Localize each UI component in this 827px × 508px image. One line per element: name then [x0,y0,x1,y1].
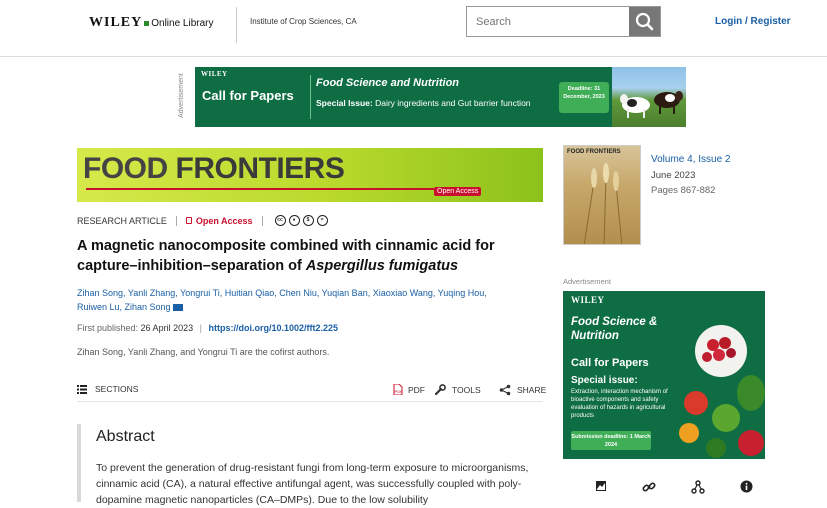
search-input[interactable] [467,7,630,36]
ad-wiley-text: WILEY [201,70,228,78]
ad-call-for-papers: Call for Papers [202,88,294,103]
issue-date: June 2023 [651,170,696,181]
svg-text:PDF: PDF [394,389,403,394]
ad-deadline-badge: Deadline: 31 December, 2023 [559,82,609,113]
abstract-heading: Abstract [96,428,155,445]
meta-separator [262,216,263,226]
wrench-icon [434,384,446,396]
cc-icon[interactable]: cc [275,215,286,226]
open-access-badge: Open Access [434,187,481,196]
cc-nd-icon[interactable]: = [317,215,328,226]
pdf-label: PDF [408,384,425,395]
cc-by-icon[interactable]: ● [289,215,300,226]
share-icon [499,384,511,396]
published-label: First published: [77,323,139,333]
open-lock-icon [186,217,192,224]
info-icon[interactable] [740,480,753,496]
side-ad-description: Extraction, interaction mechanism of bioactive components and safety evaluation of hazards in agricultural products [571,389,668,419]
share-label: SHARE [517,385,547,395]
search-icon [629,7,660,36]
login-register-link[interactable]: Login / Register [715,16,791,27]
list-icon [77,385,87,394]
author-list[interactable] [77,286,547,314]
published-date: 26 April 2023 [140,323,194,333]
tools-button[interactable] [434,384,481,396]
search-button[interactable] [629,7,660,36]
journal-banner[interactable] [77,148,543,202]
doi-link[interactable]: https://doi.org/10.1002/fft2.225 [208,323,339,333]
side-ad-journal: Food Science & Nutrition [571,316,658,342]
pdf-icon [393,384,403,395]
search-box [466,6,661,37]
logo-square-icon [144,21,149,26]
journal-title: FOOD FRONTIERS [83,152,345,185]
article-toolbar [77,378,547,402]
open-access-label: Open Access [195,215,253,226]
ad-divider [310,75,311,119]
network-icon[interactable] [691,480,705,497]
issue-volume-link[interactable]: Volume 4, Issue 2 [651,154,731,165]
abstract-text: To prevent the generation of drug-resistant fungi from long-term exposure to microorganisms, cinnamic acid (CA), a natural effective antifungal agent, was successfully coupled with poly-dopamine magnetic nanoparticles (CA–DMPs). Due to the low solubility [96,462,529,506]
cover-title: FOOD FRONTIERS [567,149,621,155]
top-ad-banner[interactable] [195,67,686,127]
side-ad-banner[interactable] [563,291,765,459]
authors-line-2[interactable]: Ruiwen Lu, Zihan Song [77,300,547,314]
figure-icon[interactable] [595,480,607,495]
ad-cows-image [612,67,686,127]
email-icon[interactable] [173,304,183,311]
vegetables-image [671,323,765,459]
article-meta-row [77,215,328,226]
logo-online-text: Online Library [151,18,214,29]
abstract-section [77,424,543,506]
tools-label: TOOLS [452,385,481,395]
side-advertisement-label: Advertisement [563,277,611,286]
side-ad-deadline: Submission deadline: 1 March 2024 [571,431,651,450]
share-button[interactable] [499,384,546,396]
published-info: First published: 26 April 2023 | https://doi.org/10.1002/fft2.225 [77,323,339,333]
banner-red-line [86,188,436,190]
issue-pages: Pages 867-882 [651,185,716,196]
link-icon[interactable] [642,480,656,497]
sections-label: SECTIONS [95,384,139,394]
sections-button[interactable] [77,384,138,394]
advertisement-label: Advertisement [177,73,185,118]
issue-cover-image[interactable] [563,145,641,245]
side-ad-wiley: WILEY [571,295,605,305]
ad-journal-name: Food Science and Nutrition [316,77,460,89]
article-type: RESEARCH ARTICLE [77,215,167,226]
cc-nc-icon[interactable]: $ [303,215,314,226]
article-title: A magnetic nanocomposite combined with cinnamic acid for capture–inhibition–separation of Aspergillus fumigatus [77,238,495,274]
side-ad-special: Special issue: [571,375,638,386]
pdf-button[interactable] [393,384,425,395]
cofirst-note: Zihan Song, Yanli Zhang, and Yongrui Ti are the cofirst authors. [77,347,330,357]
logo-wiley-text: WILEY [89,15,143,30]
authors-line-1[interactable]: Zihan Song, Yanli Zhang, Yongrui Ti, Huitian Qiao, Chen Niu, Yuqian Ban, Xiaoxiao Wang, Yuqing Hou, [77,288,487,298]
ad-special-issue: Special Issue: Dairy ingredients and Gut barrier function [316,98,531,108]
header-divider [236,7,237,43]
side-ad-call: Call for Papers [571,357,649,369]
top-bar [0,0,827,57]
bottom-icon-bar [590,480,760,498]
institution-name: Institute of Crop Sciences, CA [250,17,357,26]
wiley-logo[interactable] [89,15,214,31]
meta-separator [176,216,177,226]
